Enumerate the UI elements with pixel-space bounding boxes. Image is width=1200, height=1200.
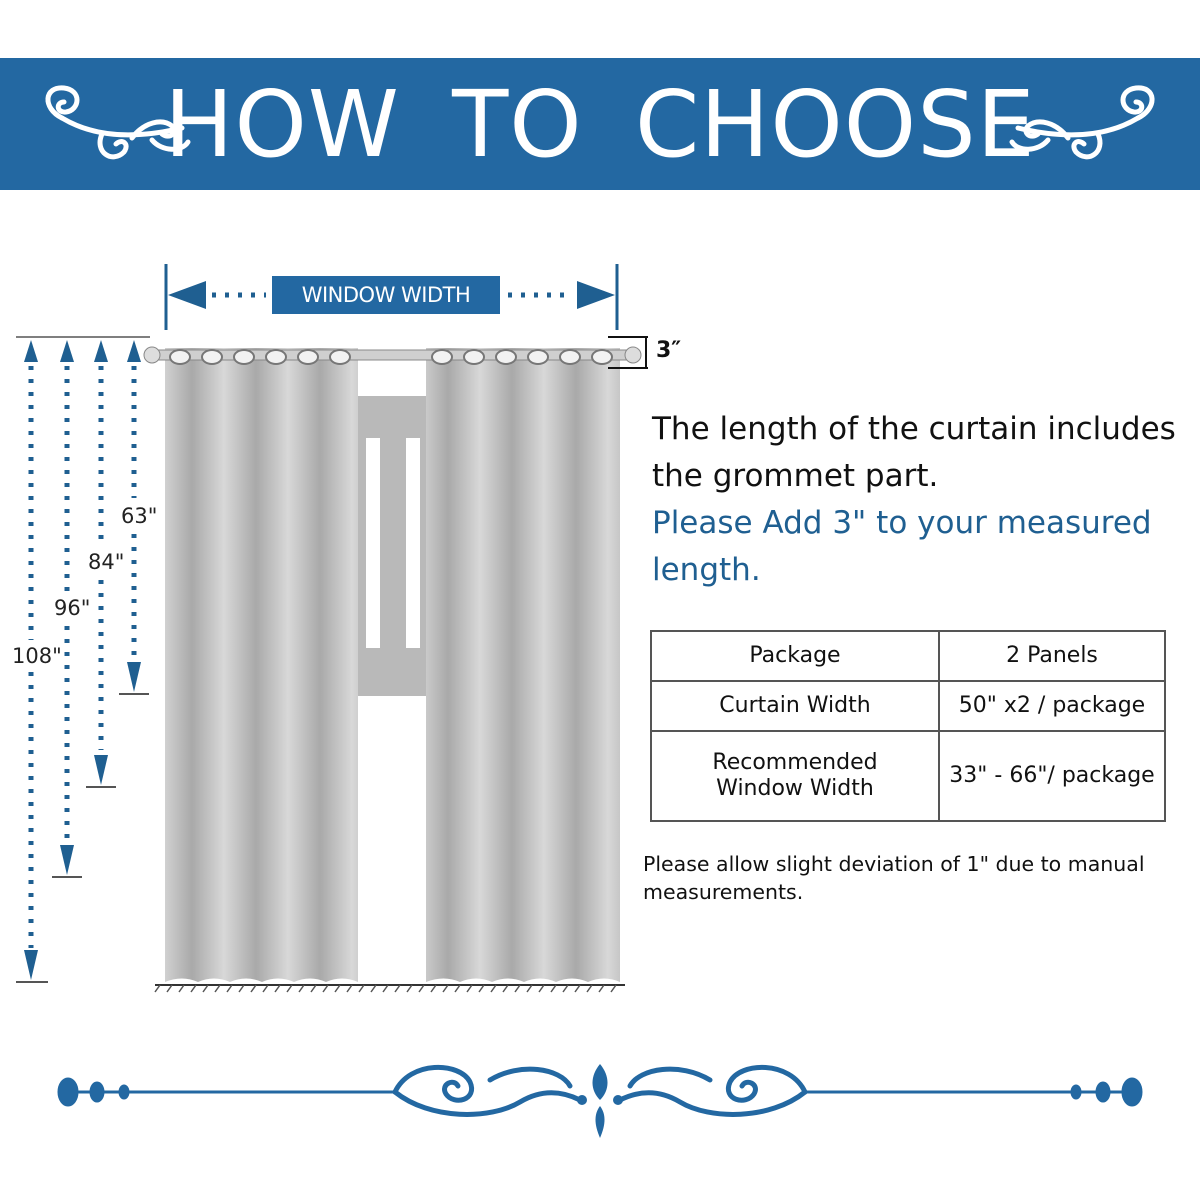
curtain-right-panel: [426, 348, 620, 982]
window-frame: [358, 396, 428, 696]
table-cell-label: Curtain Width: [651, 681, 939, 731]
deviation-note: Please allow slight deviation of 1" due to manual measurements.: [643, 852, 1145, 904]
table-cell-label-line: Recommended: [712, 749, 878, 775]
length-label-96: 96": [54, 596, 91, 620]
curtain-left-panel: [165, 348, 358, 982]
table-cell-value: 2 Panels: [939, 631, 1165, 681]
window-width-label: WINDOW WIDTH: [272, 276, 500, 314]
table-cell-value: 33" - 66"/ package: [939, 731, 1165, 821]
table-row: [651, 681, 1165, 731]
table-cell-label: Package: [651, 631, 939, 681]
length-label-63: 63": [121, 504, 158, 528]
info-line-3: Please Add 3" to your measured: [652, 505, 1152, 541]
table-cell-value: 50" x2 / package: [939, 681, 1165, 731]
grommet-info-text: [652, 406, 1192, 594]
length-label-108: 108": [12, 644, 62, 668]
page-title: HOW TO CHOOSE: [164, 71, 1036, 178]
table-cell-label-line: Window Width: [716, 775, 874, 801]
info-line-1: The length of the curtain includes: [652, 411, 1176, 447]
info-line-2: the grommet part.: [652, 458, 939, 494]
length-label-84: 84": [88, 550, 125, 574]
spec-table: [650, 630, 1166, 822]
ornamental-divider-icon: [50, 1050, 1150, 1150]
grommet-length-label: 3″: [656, 338, 682, 363]
table-row: [651, 731, 1165, 821]
info-line-4: length.: [652, 552, 761, 588]
table-cell-label: [651, 731, 939, 821]
table-row: [651, 631, 1165, 681]
